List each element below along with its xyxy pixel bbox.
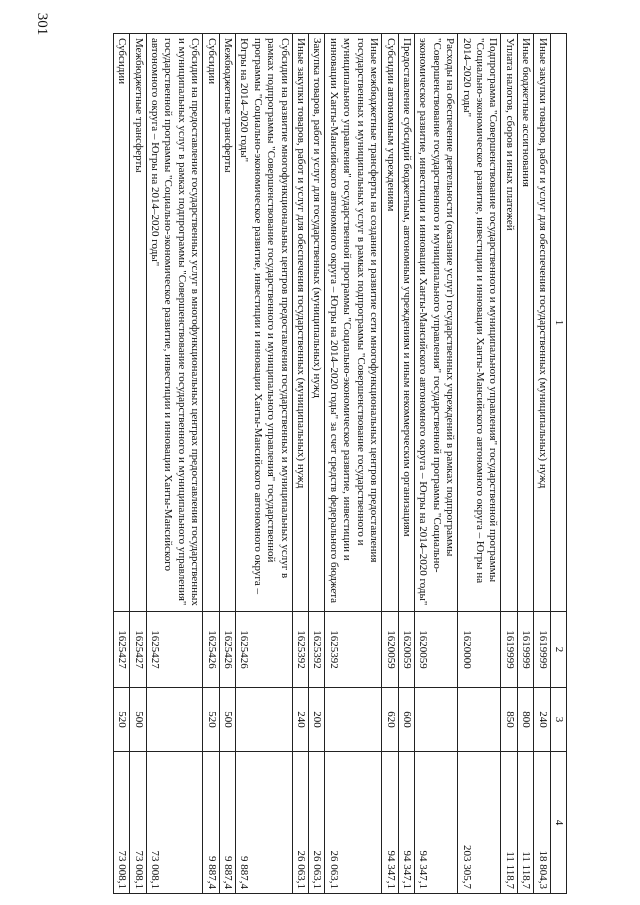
row-type: 800 bbox=[517, 688, 533, 752]
row-type bbox=[414, 688, 457, 752]
table-row bbox=[146, 34, 203, 894]
row-type: 850 bbox=[501, 688, 517, 752]
row-amount: 73 008,1 bbox=[113, 752, 129, 894]
row-type bbox=[458, 688, 501, 752]
row-name: Субсидии автономным учреждениям bbox=[382, 34, 398, 612]
row-amount: 73 008,1 bbox=[146, 752, 203, 894]
row-name: Подпрограмма "Совершенствование государственного и муниципального управления" государственной программы "Социально-экономическое развитие, инвестиции и инновации Ханты-Мансийского автономного округа – Югры на 2014–2020 годы" bbox=[458, 34, 501, 612]
row-code: 1625427 bbox=[130, 612, 146, 688]
row-name: Расходы на обеспечение деятельности (оказание услуг) государственных учреждений в рамках подпрограммы "Совершенствование государственного и муниципального управления" государственной программы "Социально-экономическое развитие, инвестиции и инновации Ханты-Мансийского автономного округа – Югры на 2014–2020 годы" bbox=[414, 34, 457, 612]
row-amount: 11 118,7 bbox=[501, 752, 517, 894]
row-code: 1625426 bbox=[203, 612, 219, 688]
row-amount: 9 887,4 bbox=[219, 752, 235, 894]
table-row bbox=[292, 34, 308, 894]
row-name: Субсидии на развитие многофункциональных центров предоставления государственных и муниципальных услуг в рамках подпрограммы "Совершенствование государственного и муниципального управления" государственной программы "Социально-экономическое развитие, инвестиции и инновации Ханты-Мансийского автономного округа – Югры на 2014–2020 годы" bbox=[236, 34, 293, 612]
budget-table bbox=[113, 33, 567, 894]
row-amount: 203 305,7 bbox=[458, 752, 501, 894]
row-type: 520 bbox=[113, 688, 129, 752]
column-header-4: 4 bbox=[550, 752, 566, 894]
table-row bbox=[534, 34, 550, 894]
column-header-1: 1 bbox=[550, 34, 566, 612]
table-row bbox=[517, 34, 533, 894]
row-type bbox=[325, 688, 382, 752]
row-code: 1625427 bbox=[146, 612, 203, 688]
row-name: Предоставление субсидий бюджетным, автономным учреждениям и иным некоммерческим организациям bbox=[398, 34, 414, 612]
table-row bbox=[219, 34, 235, 894]
row-type: 600 bbox=[398, 688, 414, 752]
row-name: Субсидии bbox=[203, 34, 219, 612]
row-amount: 9 887,4 bbox=[203, 752, 219, 894]
row-code: 1625392 bbox=[292, 612, 308, 688]
row-name: Закупка товаров, работ и услуг для государственных (муниципальных) нужд bbox=[309, 34, 325, 612]
row-code: 1625392 bbox=[325, 612, 382, 688]
row-name: Иные межбюджетные трансферты на создание и развитие сети многофункциональных центров предоставления государственных и муниципальных услуг в рамках подпрограммы "Совершенствование государственного и муниципального управления" государственной программы "Социально-экономическое развитие, инвестиции и инновации Ханты-Мансийского автономного округа – Югры на 2014–2020 годы" за счет средств федерального бюджета bbox=[325, 34, 382, 612]
rotated-document-sheet bbox=[47, 33, 567, 893]
row-code: 1625426 bbox=[219, 612, 235, 688]
row-type: 500 bbox=[130, 688, 146, 752]
column-header-3: 3 bbox=[550, 688, 566, 752]
row-amount: 94 347,1 bbox=[382, 752, 398, 894]
table-row bbox=[309, 34, 325, 894]
row-amount: 26 063,1 bbox=[309, 752, 325, 894]
row-type bbox=[236, 688, 293, 752]
row-amount: 18 804,3 bbox=[534, 752, 550, 894]
row-type: 240 bbox=[534, 688, 550, 752]
column-header-2: 2 bbox=[550, 612, 566, 688]
table-row bbox=[458, 34, 501, 894]
row-type: 200 bbox=[309, 688, 325, 752]
row-code: 1625427 bbox=[113, 612, 129, 688]
row-code: 1625426 bbox=[236, 612, 293, 688]
row-name: Субсидии на предоставление государственных услуг в многофункциональных центрах предоставления государственных и муниципальных услуг в рамках подпрограммы "Совершенствование государственного и муниципального управления" государственной программы "Социально-экономическое развитие, инвестиции и инновации Ханты-Мансийского автономного округа – Югры на 2014–2020 годы" bbox=[146, 34, 203, 612]
row-name: Иные бюджетные ассигнования bbox=[517, 34, 533, 612]
row-name: Иные закупки товаров, работ и услуг для обеспечения государственных (муниципальных) нужд bbox=[292, 34, 308, 612]
row-amount: 9 887,4 bbox=[236, 752, 293, 894]
table-row bbox=[501, 34, 517, 894]
row-name: Иные закупки товаров, работ и услуг для обеспечения государственных (муниципальных) нужд bbox=[534, 34, 550, 612]
row-amount: 73 008,1 bbox=[130, 752, 146, 894]
row-amount: 26 063,1 bbox=[292, 752, 308, 894]
row-name: Уплата налогов, сборов и иных платежей bbox=[501, 34, 517, 612]
row-name: Межбюджетные трансферты bbox=[219, 34, 235, 612]
row-type: 620 bbox=[382, 688, 398, 752]
row-amount: 94 347,1 bbox=[414, 752, 457, 894]
row-name: Межбюджетные трансферты bbox=[130, 34, 146, 612]
row-code: 1620059 bbox=[414, 612, 457, 688]
row-type: 240 bbox=[292, 688, 308, 752]
row-type: 520 bbox=[203, 688, 219, 752]
table-row bbox=[414, 34, 457, 894]
row-code: 1620000 bbox=[458, 612, 501, 688]
row-code: 1619999 bbox=[534, 612, 550, 688]
page-number: 301 bbox=[34, 12, 51, 36]
table-row bbox=[325, 34, 382, 894]
row-type bbox=[146, 688, 203, 752]
row-code: 1620059 bbox=[398, 612, 414, 688]
row-amount: 11 118,7 bbox=[517, 752, 533, 894]
row-code: 1619999 bbox=[501, 612, 517, 688]
table-row bbox=[236, 34, 293, 894]
row-amount: 94 347,1 bbox=[398, 752, 414, 894]
row-code: 1620059 bbox=[382, 612, 398, 688]
row-amount: 26 063,1 bbox=[325, 752, 382, 894]
table-row bbox=[203, 34, 219, 894]
row-type: 500 bbox=[219, 688, 235, 752]
row-name: Субсидии bbox=[113, 34, 129, 612]
row-code: 1619999 bbox=[517, 612, 533, 688]
table-row bbox=[130, 34, 146, 894]
table-row bbox=[398, 34, 414, 894]
column-header-row bbox=[550, 34, 566, 894]
table-row bbox=[382, 34, 398, 894]
table-row bbox=[113, 34, 129, 894]
row-code: 1625392 bbox=[309, 612, 325, 688]
